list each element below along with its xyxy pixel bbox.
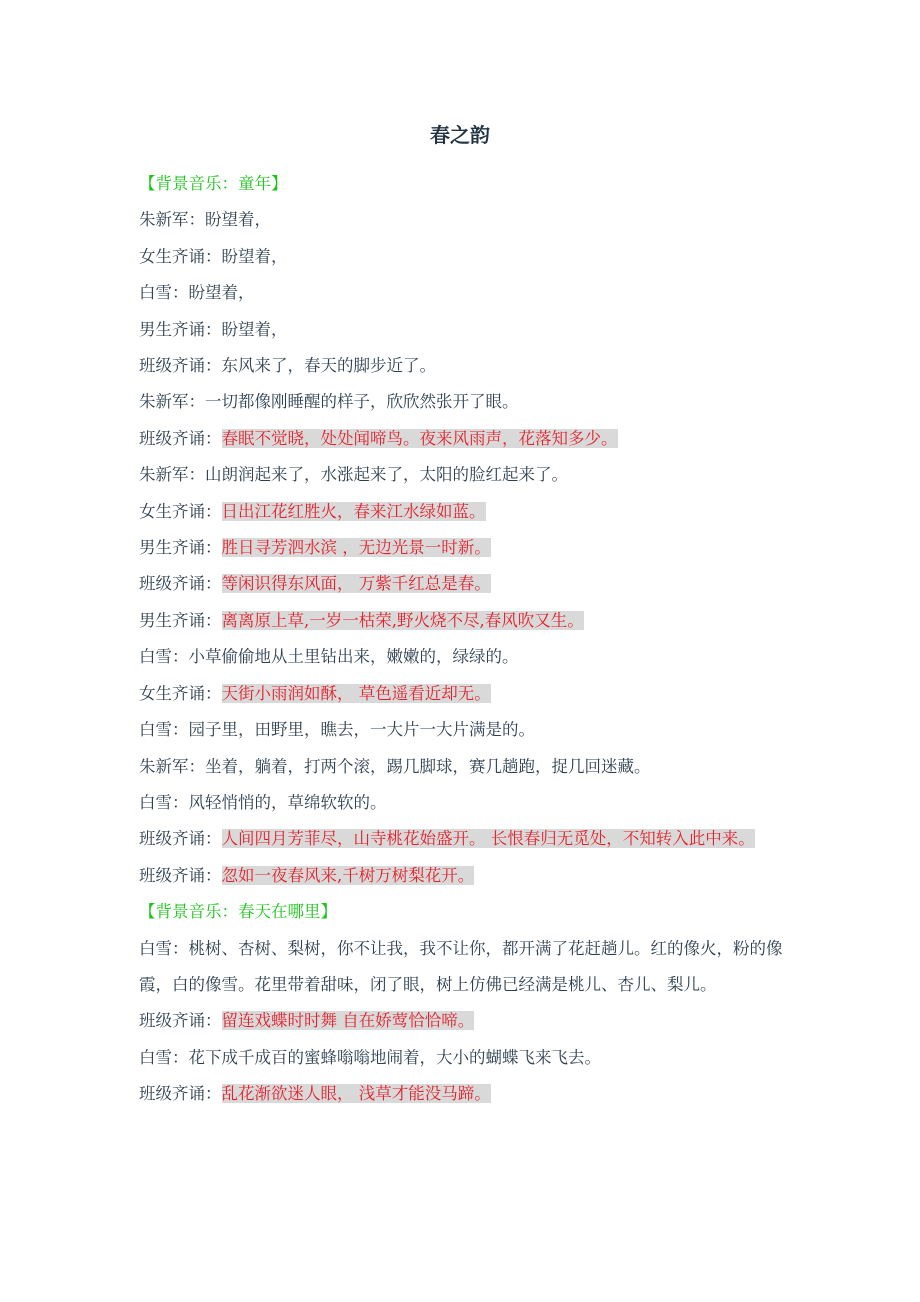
poem-highlight: 春眠不觉晓，处处闻啼鸟。夜来风雨声，花落知多少。 [221,428,618,448]
speaker-label: 白雪： [139,647,189,667]
speaker-label: 白雪： [139,720,189,740]
poem-highlight: 等闲识得东风面， 万紫千红总是春。 [221,574,491,594]
speaker-label: 女生齐诵： [139,683,222,703]
line-text: 园子里，田野里，瞧去，一大片一大片满是的。 [188,720,535,740]
speaker-label: 朱新军： [139,465,205,485]
script-line [139,457,789,493]
poem-highlight: 忽如一夜春风来,千树万树梨花开。 [221,865,475,885]
speaker-label: 班级齐诵： [139,829,222,849]
speaker-label: 女生齐诵： [139,246,222,266]
script-lines [139,166,789,1113]
script-line [139,749,789,785]
speaker-label: 白雪： [139,1047,189,1067]
script-line [139,202,789,238]
line-text: 桃树、杏树、梨树，你不让我，我不让你，都开满了花赶趟儿。红的像火，粉的像霞，白的像雪。花里带着甜味，闭了眼，树上仿佛已经满是桃儿、杏儿、梨儿。 [139,938,783,994]
script-line [139,239,789,275]
line-text: 风轻悄悄的，草绵软软的。 [188,792,387,812]
speaker-label: 班级齐诵： [139,1011,222,1031]
line-text: 山朗润起来了，水涨起来了，太阳的脸红起来了。 [205,465,568,485]
poem-highlight: 人间四月芳菲尽，山寺桃花始盛开。 长恨春归无觅处，不知转入此中来。 [221,829,755,849]
speaker-label: 男生齐诵： [139,610,222,630]
script-line [139,348,789,384]
speaker-label: 白雪： [139,283,189,303]
background-music-cue: 【背景音乐：春天在哪里】 [139,902,337,922]
speaker-label: 朱新军： [139,756,205,776]
line-text: 盼望着， [221,246,288,266]
script-line [139,821,789,857]
script-line [139,858,789,894]
speaker-label: 班级齐诵： [139,356,222,376]
script-line [139,603,789,639]
poem-highlight: 留连戏蝶时时舞 自在娇莺恰恰啼。 [221,1011,475,1031]
background-music-cue: 【背景音乐：童年】 [139,174,288,193]
speaker-label: 男生齐诵： [139,319,222,339]
speaker-label: 班级齐诵： [139,1084,222,1104]
speaker-label: 朱新军： [139,210,205,230]
poem-highlight: 离离原上草,一岁一枯荣,野火烧不尽,春风吹又生。 [221,610,584,630]
line-text: 盼望着， [205,210,271,230]
script-line [139,530,789,566]
script-line [139,1076,789,1112]
script-line [139,566,789,602]
page-title: 春之韵 [430,123,490,147]
script-line [139,384,789,420]
speaker-label: 女生齐诵： [139,501,222,521]
speaker-label: 班级齐诵： [139,865,222,885]
script-line [139,1003,789,1039]
line-text: 东风来了，春天的脚步近了。 [221,356,436,376]
poem-highlight: 天街小雨润如酥， 草色遥看近却无。 [221,683,491,703]
line-text: 一切都像刚睡醒的样子，欣欣然张开了眼。 [205,392,519,412]
line-text: 盼望着， [221,319,288,339]
speaker-label: 白雪： [139,938,189,958]
script-line [139,1040,789,1076]
script-line [139,421,789,457]
script-line [139,639,789,675]
line-text: 花下成千成百的蜜蜂嗡嗡地闹着，大小的蝴蝶飞来飞去。 [188,1047,601,1067]
script-line [139,312,789,348]
poem-highlight: 日出江花红胜火，春来江水绿如蓝。 [221,501,486,521]
script-line [139,275,789,311]
speaker-label: 班级齐诵： [139,574,222,594]
line-text: 坐着，躺着，打两个滚，踢几脚球，赛几趟跑，捉几回迷藏。 [205,756,651,776]
script-line [139,494,789,530]
script-line [139,785,789,821]
script-line [139,931,789,1004]
speaker-label: 男生齐诵： [139,538,222,558]
speaker-label: 朱新军： [139,392,205,412]
line-text: 小草偷偷地从土里钻出来，嫩嫩的，绿绿的。 [188,647,519,667]
line-text: 盼望着， [188,283,255,303]
speaker-label: 白雪： [139,792,189,812]
script-line [139,676,789,712]
speaker-label: 班级齐诵： [139,428,222,448]
script-line [139,712,789,748]
poem-highlight: 乱花渐欲迷人眼， 浅草才能没马蹄。 [221,1084,491,1104]
poem-highlight: 胜日寻芳泗水滨 ，无边光景一时新。 [221,538,491,558]
